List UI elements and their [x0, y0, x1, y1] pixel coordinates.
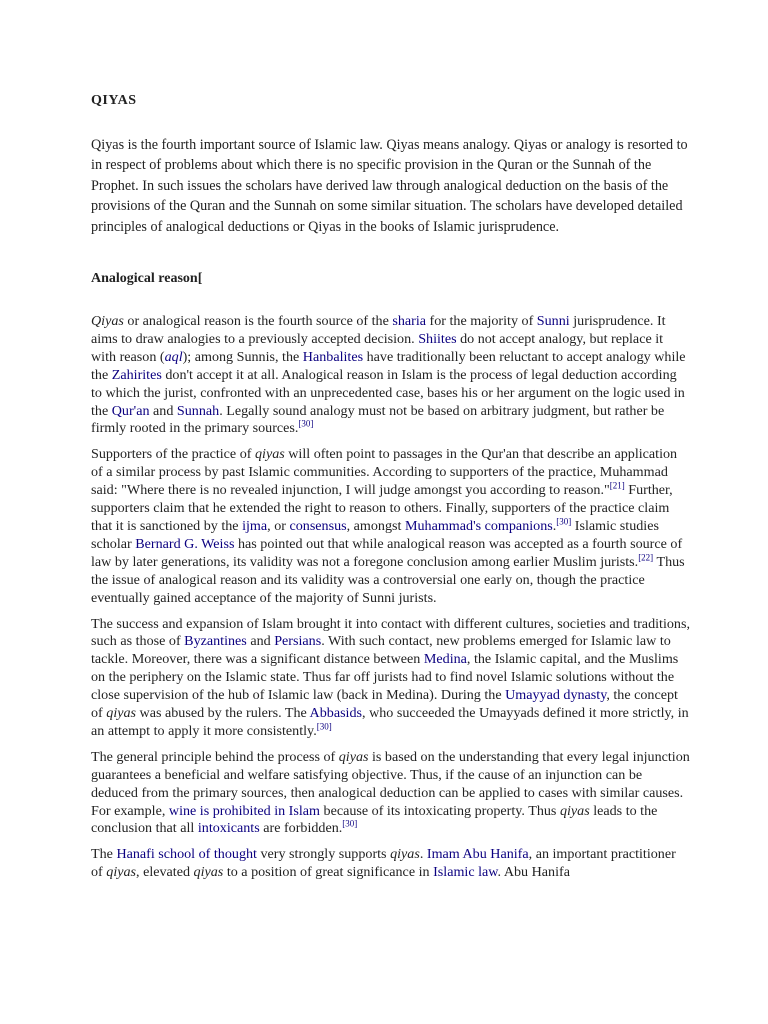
text-span: , an important practitioner of [91, 846, 676, 881]
text-span: , the Islamic capital, and the Muslims on the periphery on the Islamic state. Thus far off jurists had to find novel Islamic solutions without the close supervision of the hub of Islamic law (back in Medina). During the [91, 651, 679, 704]
text-span: . [552, 517, 557, 534]
link-wine-prohibited[interactable]: wine is prohibited in Islam [168, 802, 320, 819]
text-span: The success and expansion of Islam brought it into contact with different cultures, societies and traditions, such as those of [91, 615, 690, 650]
text-span: Thus the issue of analogical reason and its validity was a controversial one early on, though the practice eventually gained acceptance of the majority of Sunni jurists. [91, 553, 685, 606]
link-persians[interactable]: Persians [274, 633, 322, 650]
term-qiyas: qiyas [106, 864, 137, 881]
paragraph-general-principle [91, 749, 691, 839]
text-span: do not accept analogy, but replace it with reason ( [91, 330, 664, 365]
link-sunni[interactable]: Sunni [536, 313, 570, 329]
citation-link-30[interactable]: [30] [342, 818, 358, 829]
text-span: and [246, 633, 275, 650]
citation [342, 819, 357, 829]
link-ijma[interactable]: ijma [242, 517, 268, 534]
text-span: don't accept it at all. Analogical reason in Islam is the process of legal deduction according to which the jurist, confronted with an unprecedented case, bases his or her argument on the logic used in the [91, 366, 685, 419]
text-span: . Legally sound analogy must not be based on arbitrary judgment, but rather be firmly rooted in the primary sources. [91, 402, 665, 437]
link-medina[interactable]: Medina [423, 651, 467, 668]
paragraph-expansion [91, 616, 691, 741]
text-span: , who succeeded the Umayyads defined it more strictly, in an attempt to apply it more consistently. [91, 705, 689, 739]
text-span: The [91, 846, 117, 863]
text-span: was abused by the rulers. The [136, 705, 310, 722]
text-span: will often point to passages in the Qur'an that describe an application of a similar process by past Islamic communities. According to supporters of the practice, Muhammad said: "Where there is no revealed injunction, I will judge amongst you according to reason." [91, 446, 678, 499]
citation [556, 516, 571, 526]
text-span: leads to the conclusion that all [91, 802, 658, 837]
citation-link-30[interactable]: [30] [316, 721, 332, 732]
text-span: Further, supporters claim that he extended the right to reason to others. Finally, supporters of the practice claim that it is sanctioned by the [91, 482, 673, 534]
citation-link-30[interactable]: [30] [298, 418, 314, 429]
text-span: Supporters of the practice of [91, 446, 255, 463]
link-consensus[interactable]: consensus [289, 517, 347, 534]
text-span: ); among Sunnis, the [182, 348, 303, 365]
citation [610, 480, 625, 490]
text-span: Islamic studies scholar [91, 517, 659, 552]
link-zahirites[interactable]: Zahirites [111, 366, 162, 383]
link-abbasids[interactable]: Abbasids [309, 705, 363, 722]
term-qiyas: qiyas [338, 748, 369, 765]
text-span: and [149, 402, 177, 419]
citation [298, 419, 313, 429]
link-muhammads-companions[interactable]: Muhammad's companions [404, 517, 553, 534]
text-span: , the concept of [91, 687, 678, 722]
link-hanbalites[interactable]: Hanbalites [302, 348, 364, 365]
paragraph-supporters [91, 446, 691, 607]
link-islamic-law[interactable]: Islamic law [433, 864, 498, 881]
citation [317, 721, 332, 731]
text-span: because of its intoxicating property. Thus [320, 802, 560, 819]
link-aql[interactable] [165, 349, 183, 365]
page-title: QIYAS [91, 93, 137, 108]
citation-link-21[interactable]: [21] [609, 480, 625, 491]
citation [638, 552, 653, 562]
term-qiyas: qiyas [559, 802, 590, 819]
term-qiyas: qiyas [254, 446, 285, 463]
link-hanafi-school[interactable]: Hanafi school of thought [116, 846, 257, 863]
paragraph-hanafi [91, 846, 691, 882]
text-span: . [419, 846, 427, 863]
text-span: . With such contact, new problems emerged for Islamic law to tackle. Moreover, there was a significant distance between [91, 633, 671, 668]
citation-link-22[interactable]: [22] [638, 552, 654, 563]
text-span: . Abu Hanifa [497, 864, 570, 881]
text-span: very strongly supports [256, 846, 391, 863]
link-sharia[interactable]: sharia [392, 313, 427, 329]
text-span: or analogical reason is the fourth source of the [123, 313, 393, 329]
text-span: for the majority of [426, 313, 537, 329]
text-span: , elevated [136, 864, 194, 881]
section-heading: Analogical reason[ [91, 271, 203, 286]
text-span: , or [267, 517, 290, 534]
link-shiites[interactable]: Shiites [418, 330, 457, 347]
link-bernard-weiss[interactable]: Bernard G. Weiss [135, 535, 235, 552]
term-qiyas: qiyas [106, 705, 137, 722]
link-sunnah[interactable]: Sunnah [176, 402, 220, 419]
citation-link-30[interactable]: [30] [556, 516, 572, 527]
article-body [91, 313, 691, 890]
paragraph-analogical-reason [91, 313, 691, 438]
text-span: has pointed out that while analogical reason was accepted as a fourth source of law by later generations, its validity was not a foregone conclusion among earlier Muslim jurists. [91, 535, 683, 570]
link-byzantines[interactable]: Byzantines [184, 633, 247, 650]
link-aql-label: aql [164, 348, 183, 365]
text-span: are forbidden. [259, 820, 343, 837]
term-qiyas: qiyas [390, 846, 420, 863]
term-qiyas: Qiyas [91, 313, 124, 329]
text-span: have traditionally been reluctant to accept analogy while the [91, 348, 686, 383]
intro-paragraph: Qiyas is the fourth important source of Islamic law. Qiyas means analogy. Qiyas or analogy is resorted to in respect of problems about which there is no specific provision in the Quran or the Sunnah of the Prophet. In such issues the scholars have derived law through analogical deduction on the basis of the provisions of the Quran and the Sunnah on some similar situation. The scholars have developed detailed principles of analogical deductions or Qiyas in the books of Islamic jurisprudence. [91, 137, 688, 235]
text-span: jurisprudence. It aims to draw analogies to a previously accepted decision. [91, 313, 666, 347]
term-qiyas: qiyas [193, 864, 224, 881]
link-umayyad-dynasty[interactable]: Umayyad dynasty [505, 687, 607, 704]
link-abu-hanifa[interactable]: Imam Abu Hanifa [426, 846, 529, 863]
text-span: The general principle behind the process of [91, 748, 339, 765]
text-span: to a position of great significance in [223, 864, 434, 881]
text-span: is based on the understanding that every legal injunction guarantees a beneficial and welfare satisfying objective. Thus, if the cause of an injunction can be deduced from the primary sources, then analogical deduction can be applied to cases with similar causes. For example, [91, 748, 690, 819]
text-span: , amongst [346, 517, 405, 534]
link-intoxicants[interactable]: intoxicants [197, 820, 260, 837]
link-quran[interactable]: Qur'an [111, 402, 150, 419]
